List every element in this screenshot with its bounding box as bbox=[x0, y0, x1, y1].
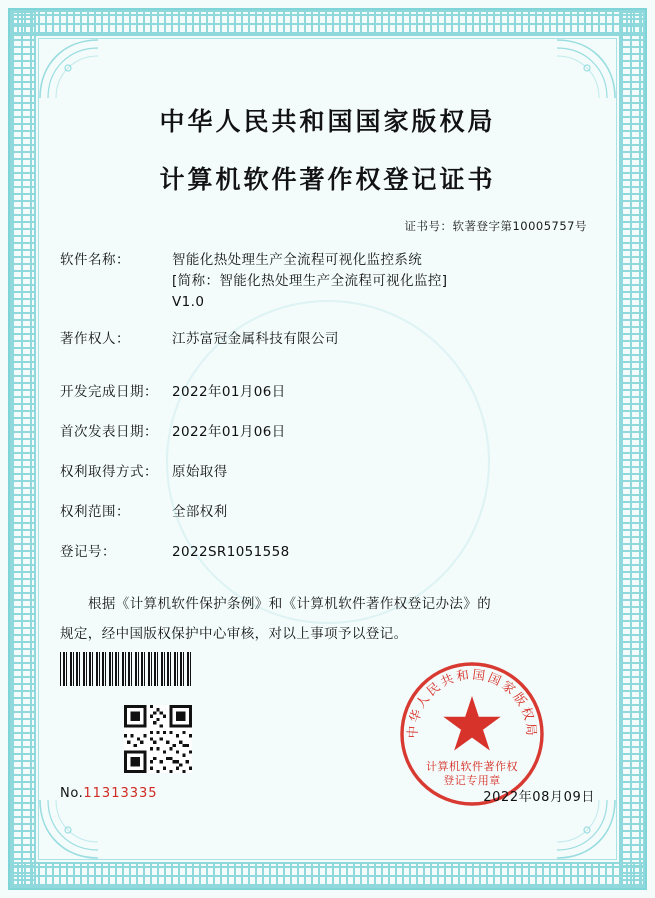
certificate-number bbox=[60, 218, 595, 234]
barcode bbox=[60, 652, 192, 686]
field-right-acquisition bbox=[60, 462, 595, 483]
field-registration-number-value: 2022SR1051558 bbox=[172, 544, 290, 560]
legal-statement bbox=[60, 589, 595, 649]
field-development-complete-date bbox=[60, 382, 595, 403]
svg-text:计算机软件著作权: 计算机软件著作权 bbox=[426, 760, 518, 773]
field-software-name-label: 软件名称： bbox=[60, 252, 130, 268]
field-development-complete-date-label: 开发完成日期： bbox=[60, 384, 158, 400]
field-copyright-owner bbox=[60, 329, 595, 350]
serial-number bbox=[60, 786, 158, 805]
page-title: 中华人民共和国国家版权局 bbox=[159, 107, 496, 136]
field-right-acquisition-label: 权利取得方式： bbox=[60, 464, 158, 480]
field-software-name-value bbox=[172, 250, 595, 313]
field-first-publish-date-label: 首次发表日期： bbox=[60, 424, 158, 440]
svg-text:中华人民共和国国家版权局: 中华人民共和国国家版权局 bbox=[404, 666, 540, 739]
field-copyright-owner-label: 著作权人： bbox=[60, 331, 130, 347]
field-registration-number bbox=[60, 542, 595, 563]
issue-date: 2022年08月09日 bbox=[483, 790, 595, 805]
field-software-name bbox=[60, 250, 595, 313]
border-meander-left bbox=[10, 10, 36, 888]
field-development-complete-date-value: 2022年01月06日 bbox=[172, 384, 286, 400]
certificate-number-label: 证书号： bbox=[404, 219, 453, 233]
software-name-line3: V1.0 bbox=[172, 294, 205, 310]
serial-number-value: 11313335 bbox=[83, 786, 158, 801]
field-first-publish-date bbox=[60, 422, 595, 443]
field-right-acquisition-value: 原始取得 bbox=[172, 464, 228, 480]
field-right-scope bbox=[60, 502, 595, 523]
field-first-publish-date-value: 2022年01月06日 bbox=[172, 424, 286, 440]
certificate-footer bbox=[60, 786, 595, 805]
field-right-scope-label: 权利范围： bbox=[60, 504, 130, 520]
page-subtitle: 计算机软件著作权登记证书 bbox=[159, 165, 496, 194]
legal-statement-line2: 规定，经中国版权保护中心审核，对以上事项予以登记。 bbox=[60, 626, 408, 642]
border-meander-top bbox=[10, 10, 645, 36]
field-copyright-owner-value: 江苏富冠金属科技有限公司 bbox=[172, 331, 339, 347]
svg-text:登记专用章: 登记专用章 bbox=[443, 774, 501, 787]
certificate-number-value: 软著登字第10005757号 bbox=[452, 219, 587, 233]
field-right-scope-value: 全部权利 bbox=[172, 504, 228, 520]
legal-statement-line1: 根据《计算机软件保护条例》和《计算机软件著作权登记办法》的 bbox=[88, 596, 492, 612]
fields-middle bbox=[60, 382, 595, 563]
fields-top bbox=[60, 250, 595, 350]
field-registration-number-label: 登记号： bbox=[60, 544, 116, 560]
qr-code bbox=[124, 705, 192, 773]
border-meander-bottom bbox=[10, 862, 645, 888]
software-name-line1: 智能化热处理生产全流程可视化监控系统 bbox=[172, 252, 423, 268]
border-meander-right bbox=[619, 10, 645, 888]
serial-number-prefix: No. bbox=[60, 786, 84, 801]
software-name-line2: [简称：智能化热处理生产全流程可视化监控] bbox=[172, 273, 448, 289]
